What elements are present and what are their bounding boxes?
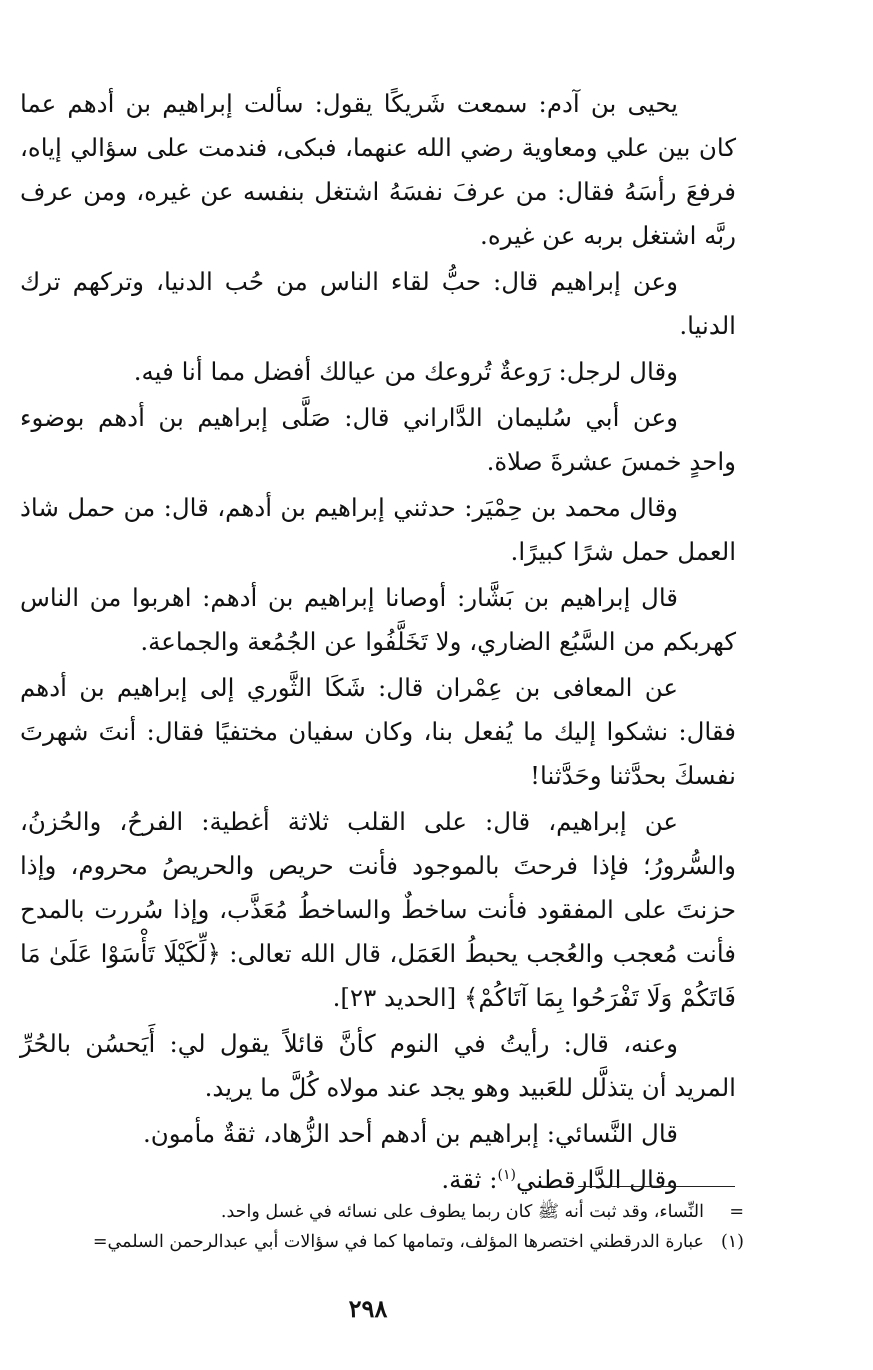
paragraph-3: وقال لرجل: رَوعةٌ تُروعك من عيالك أفضل مما أنا فيه. — [133, 357, 678, 386]
footnote-divider — [578, 1186, 735, 1187]
footnote-text: عبارة الدرقطني اختصرها المؤلف، وتمامها كما في سؤالات أبي عبدالرحمن السلمي= — [92, 1232, 704, 1252]
paragraph-9: وعنه، قال: رأيتُ في النوم كأنَّ قائلاً يقول لي: أَيَحسُن بالحُرِّ المريد أن يتذلَّل للعَبيد وهو يجد عند مولاه كُلَّ ما يريد. — [20, 1029, 736, 1102]
paragraph-4: وعن أبي سُليمان الدَّاراني قال: صَلَّى إبراهيم بن أدهم بوضوء واحدٍ خمسَ عشرةَ صلاة. — [20, 403, 736, 476]
page-number: ٢٩٨ — [348, 1294, 388, 1323]
footnote-marker: (١) — [720, 1232, 744, 1252]
paragraph-1: يحيى بن آدم: سمعت شَريكًا يقول: سألت إبراهيم بن أدهم عما كان بين علي ومعاوية رضي الله عنهما، فبكى، فندمت على سؤالي إياه، فرفعَ رأسَهُ فقال: من عرفَ نفسَهُ اشتغل بنفسه عن غيره، ومن عرف ربَّه اشتغل بربه عن غيره. — [20, 89, 736, 250]
paragraph-11-end: : ثقة. — [441, 1165, 498, 1194]
paragraph-7: عن المعافى بن عِمْران قال: شَكَا الثَّوري إلى إبراهيم بن أدهم فقال: نشكوا إليك ما يُفعل بنا، وكان سفيان مختفيًا فقال: أنتَ شهرتَ نفسكَ بحدَّثنا وحَدَّثنا! — [20, 673, 736, 790]
paragraph-10: قال النَّسائي: إبراهيم بن أدهم أحد الزُّهاد، ثقةٌ مأمون. — [142, 1119, 678, 1148]
footnote-continuation — [8, 1197, 744, 1227]
footnote-reference[interactable]: (١) — [497, 1166, 516, 1183]
paragraph-11-start: وقال الدَّارقطني — [516, 1165, 678, 1194]
paragraph-6: قال إبراهيم بن بَشَّار: أوصانا إبراهيم بن أدهم: اهربوا من الناس كهربكم من السَّبُع الضاري، ولا تَخَلَّفُوا عن الجُمُعة والجماعة. — [20, 583, 736, 656]
paragraph-11 — [20, 1158, 736, 1202]
footnotes — [8, 1197, 744, 1257]
footnote-text: النِّساء، وقد ثبت أنه ﷺ كان ربما يطوف على نسائه في غسل واحد. — [220, 1202, 704, 1222]
paragraph-8: عن إبراهيم، قال: على القلب ثلاثة أغطية: الفرحُ، والحُزنُ، والسُّرورُ؛ فإذا فرحتَ بالموجود فأنت حريص والحريصُ محروم، وإذا حزنتَ على المفقود فأنت ساخطٌ والساخطُ مُعَذَّب، وإذا سُررت بالمدح فأنت مُعجب والعُجب يحبطُ العَمَل، قال الله تعالى: ﴿لِّكَيْلَا تَأْسَوْا عَلَىٰ مَا فَاتَكُمْ وَلَا تَفْرَحُوا بِمَا آتَاكُمْ﴾ [الحديد ٢٣]. — [20, 807, 736, 1012]
footnote-1 — [8, 1227, 744, 1257]
paragraph-2: وعن إبراهيم قال: حبُّ لقاء الناس من حُب الدنيا، وتركهم ترك الدنيا. — [20, 267, 736, 340]
footnote-marker: = — [729, 1202, 744, 1222]
paragraph-5: وقال محمد بن حِمْيَر: حدثني إبراهيم بن أدهم، قال: من حمل شاذ العمل حمل شرًا كبيرًا. — [20, 493, 736, 566]
main-text — [20, 82, 736, 1204]
